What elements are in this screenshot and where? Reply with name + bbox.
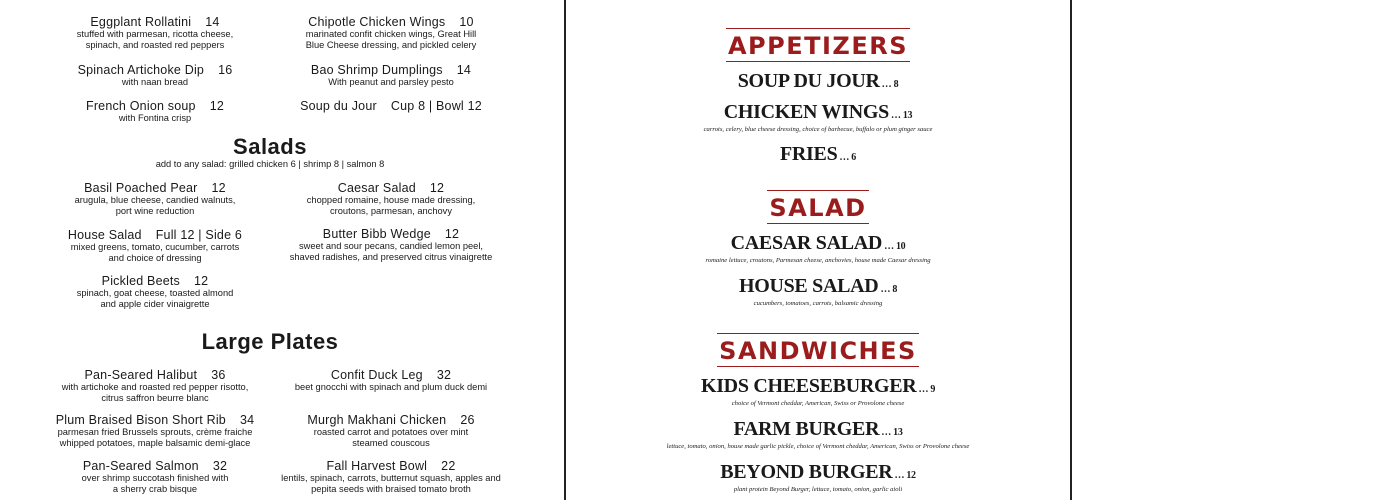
menu-item: Spinach Artichoke Dip 16 with naan bread	[77, 63, 233, 87]
section-title-salads: Salads	[233, 134, 307, 159]
menu-item: Pan-Seared Salmon 32 over shrimp succotash finished with a sherry crab bisque	[81, 459, 229, 494]
right-menu-page	[566, 0, 1070, 500]
salad-addon-note: add to any salad: grilled chicken 6 | shrimp 8 | salmon 8	[155, 159, 385, 169]
menu-item: Pan-Seared Halibut 36 with artichoke and roasted red pepper risotto, citrus saffron beurre blanc	[61, 368, 249, 403]
menu-item: Murgh Makhani Chicken 26 roasted carrot and potatoes over mint steamed couscous	[307, 413, 475, 448]
menu-item: Caesar Salad 12 chopped romaine, house made dressing, croutons, parmesan, anchovy	[306, 181, 476, 216]
menu-item: HOUSE SALAD … 8 cucumbers, tomatoes, carrots, balsamic dressing	[738, 275, 898, 307]
menu-item: Chipotle Chicken Wings 10 marinated confit chicken wings, Great Hill Blue Cheese dressing, and pickled celery	[305, 15, 477, 50]
menu-item: CHICKEN WINGS … 13 carrots, celery, blue cheese dressing, choice of barbecue, buffalo or plum ginger sauce	[703, 101, 933, 133]
menu-item: Confit Duck Leg 32 beet gnocchi with spinach and plum duck demi	[294, 368, 488, 392]
menu-item: Butter Bibb Wedge 12 sweet and sour pecans, candied lemon peel, shaved radishes, and preserved citrus vinaigrette	[289, 227, 493, 262]
menu-item: BEYOND BURGER … 12 plant protein Beyond Burger, lettuce, tomato, onion, garlic aioli	[720, 461, 916, 493]
menu-item: French Onion soup 12 with Fontina crisp	[85, 99, 225, 123]
menu-item: Soup du Jour Cup 8 | Bowl 12	[300, 99, 482, 113]
menu-item: House Salad Full 12 | Side 6 mixed greens, tomato, cucumber, carrots and choice of dressing	[67, 228, 243, 263]
page-divider-right	[1070, 0, 1072, 500]
menu-item: SOUP DU JOUR … 8	[737, 70, 899, 92]
menu-item: FRIES … 6	[779, 143, 857, 165]
menu-item: Bao Shrimp Dumplings 14 With peanut and parsley pesto	[310, 63, 472, 87]
menu-item: KIDS CHEESEBURGER … 9 choice of Vermont cheddar, American, Swiss or Provolone cheese	[700, 375, 936, 407]
menu-item: FARM BURGER … 13 lettuce, tomato, onion, house made garlic pickle, choice of Vermont cheddar, American, Swiss or Provolone cheese	[666, 418, 970, 450]
section-title-appetizers: APPETIZERS	[566, 28, 1070, 62]
section-title-salad: SALAD	[566, 190, 1070, 224]
section-title-large-plates: Large Plates	[201, 329, 339, 354]
menu-item: Basil Poached Pear 12 arugula, blue cheese, candied walnuts, port wine reduction	[74, 181, 236, 216]
menu-item: Fall Harvest Bowl 22 lentils, spinach, carrots, butternut squash, apples and pepita seeds with braised tomato broth	[281, 459, 501, 494]
left-menu-page	[0, 0, 560, 500]
menu-item: Pickled Beets 12 spinach, goat cheese, toasted almond and apple cider vinaigrette	[76, 274, 234, 309]
menu-item: CAESAR SALAD … 10 romaine lettuce, croutons, Parmesan cheese, anchovies, house made Caesar dressing	[705, 232, 931, 264]
section-title-sandwiches: SANDWICHES	[566, 333, 1070, 367]
menu-item: Eggplant Rollatini 14 stuffed with parmesan, ricotta cheese, spinach, and roasted red peppers	[76, 15, 234, 50]
menu-item: Plum Braised Bison Short Rib 34 parmesan fried Brussels sprouts, crème fraiche whipped potatoes, maple balsamic demi-glace	[55, 413, 255, 448]
